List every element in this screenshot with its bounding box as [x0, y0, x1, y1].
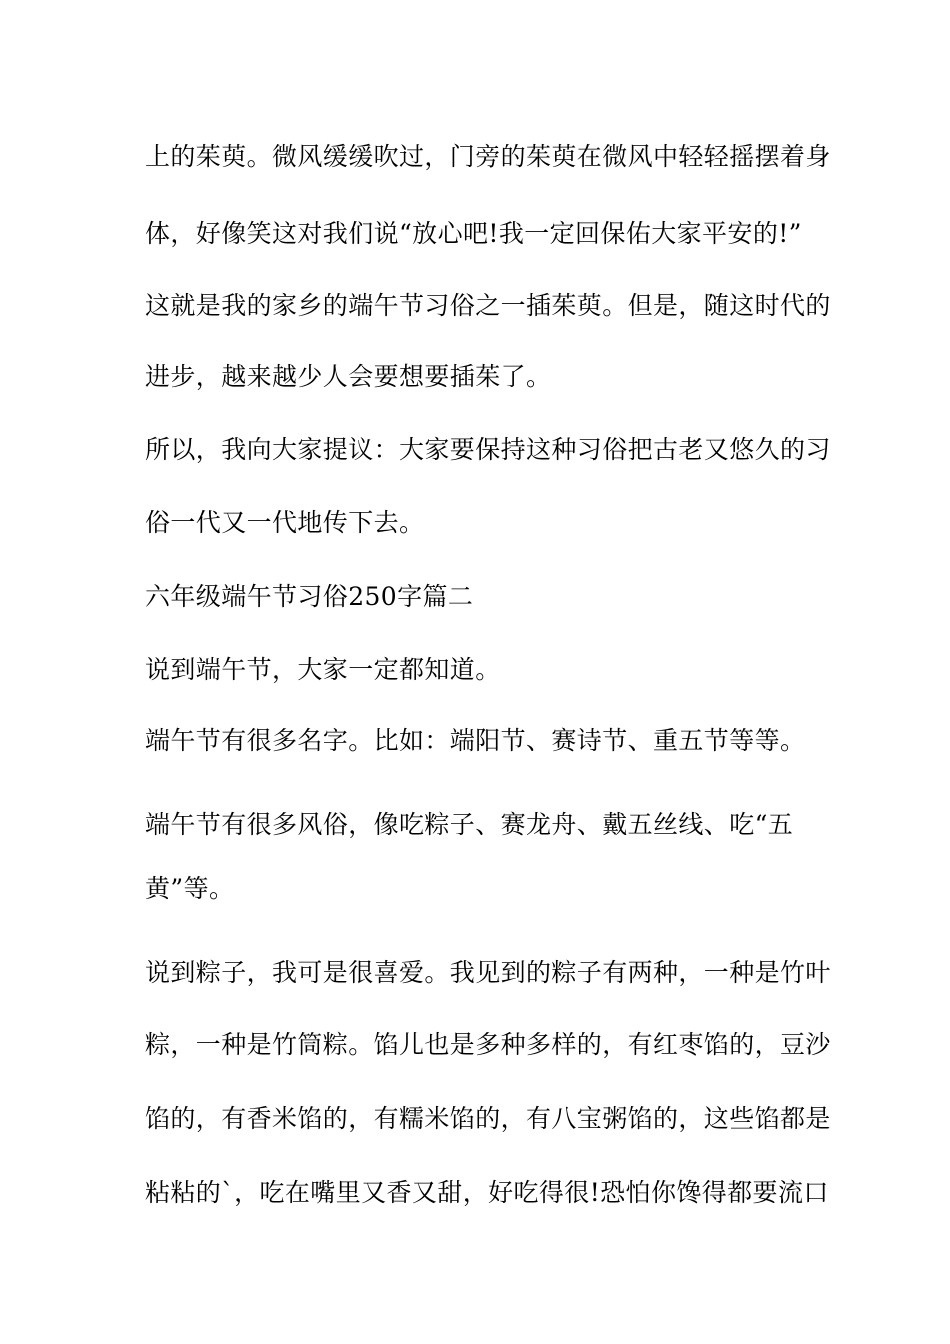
section-heading: 六年级端午节习俗250字篇二: [145, 582, 474, 611]
text-line: 黄”等。: [145, 874, 235, 903]
text-line: 端午节有很多名字。比如：端阳节、赛诗节、重五节等等。: [145, 726, 806, 755]
text-line: 进步，越来越少人会要想要插茱了。: [145, 362, 552, 391]
text-line: 粘粘的`，吃在嘴里又香又甜，好吃得很!恐怕你馋得都要流口: [145, 1178, 829, 1207]
text-line: 所以，我向大家提议：大家要保持这种习俗把古老又悠久的习: [145, 435, 831, 464]
text-line: 馅的，有香米馅的，有糯米馅的，有八宝粥馅的，这些馅都是: [145, 1104, 831, 1133]
text-line: 俗一代又一代地传下去。: [145, 508, 425, 537]
text-line: 说到粽子，我可是很喜爱。我见到的粽子有两种，一种是竹叶: [145, 958, 831, 987]
text-line: 这就是我的家乡的端午节习俗之一插茱萸。但是，随这时代的: [145, 291, 831, 320]
text-line: 上的茱萸。微风缓缓吹过，门旁的茱萸在微风中轻轻摇摆着身: [145, 142, 831, 171]
text-line: 粽，一种是竹筒粽。馅儿也是多种多样的，有红枣馅的，豆沙: [145, 1030, 831, 1059]
text-line: 端午节有很多风俗，像吃粽子、赛龙舟、戴五丝线、吃“五: [145, 810, 794, 839]
text-line: 说到端午节，大家一定都知道。: [145, 655, 501, 684]
text-line: 体，好像笑这对我们说“放心吧!我一定回保佑大家平安的!”: [145, 219, 802, 248]
